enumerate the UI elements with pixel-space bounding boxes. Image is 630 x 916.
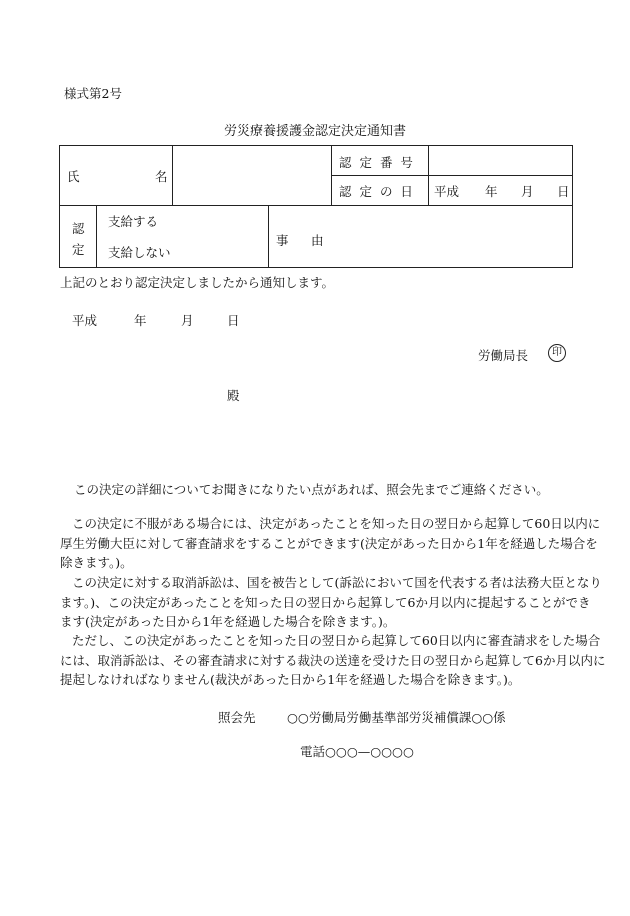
table-col-divider [268,205,269,267]
table-col-divider [172,146,173,205]
cert-number-label: 認 定 番 号 [339,155,415,170]
paragraph-line: この決定に不服がある場合には、決定があったことを知った日の翌日から起算して60日以内に [72,516,601,531]
paragraph-line: この決定に対する取消訴訟は、国を被告として(訴訟において国を代表する者は法務大臣となり [72,575,602,590]
decision-label-first-char: 認 [72,221,85,236]
contact-label: 照会先 [218,710,256,725]
table-col-divider [96,205,97,267]
issuer-title: 労働局長 [478,348,529,363]
recipient-suffix: 殿 [227,388,240,403]
paragraph-line: ます。)、この決定があったことを知った日の翌日から起算して6か月以内に提起することができ [60,594,591,610]
issue-date-year: 年 [134,313,147,328]
issue-date-era: 平成 [72,313,98,328]
paragraph-line: ます(決定があった日から1年を経過した場合を除きます。)。 [60,614,396,629]
contact-office: ○○労働局労働基準部労災補償課○○係 [287,710,506,725]
table-col-divider [428,146,429,205]
name-label-first-char: 氏 [67,169,80,184]
reason-label-first-char: 事 [276,233,289,248]
issue-date-month: 月 [181,313,194,328]
document-title: 労災療養援護金認定決定通知書 [223,124,406,139]
reason-label-second-char: 由 [311,233,324,248]
table-row-divider [60,205,572,206]
decision-label-second-char: 定 [72,242,85,257]
table-col-divider [331,146,332,205]
cert-date-era: 平成 [434,184,460,199]
appeal-paragraph [60,514,601,573]
certification-table [59,145,573,268]
paragraph-line: ただし、この決定があったことを知った日の翌日から起算して60日以内に審査請求をした場合 [72,633,601,648]
option-pay[interactable]: 支給する [108,214,159,229]
name-label-second-char: 名 [155,169,168,184]
issue-date-day: 日 [227,313,240,328]
inquiry-text: この決定の詳細についてお聞きになりたい点があれば、照会先までご連絡ください。 [74,482,549,497]
paragraph-line: 除きます。)。 [60,555,133,570]
table-subrow-divider [331,175,572,176]
lawsuit-paragraph [60,573,602,632]
contact-phone: 電話○○○—○○○○ [300,744,414,759]
cert-date-year: 年 [485,184,498,199]
paragraph-line: 提起しなければなりません(裁決があった日から1年を経過した場合を除きます。)。 [60,672,521,687]
proviso-paragraph [60,631,606,690]
option-no-pay[interactable]: 支給しない [108,245,171,260]
paragraph-line: には、取消訴訟は、その審査請求に対する裁決の送達を受けた日の翌日から起算して6か月以内に [60,652,606,668]
notice-line: 上記のとおり認定決定しましたから通知します。 [60,275,335,290]
cert-date-label: 認 定 の 日 [339,184,415,199]
form-number: 様式第2号 [64,86,122,101]
paragraph-line: 厚生労働大臣に対して審査請求をすることができます(決定があった日から1年を経過した場合を [60,535,598,551]
cert-date-day: 日 [557,184,570,199]
cert-date-month: 月 [521,184,534,199]
seal-stamp: 印 [548,344,566,362]
